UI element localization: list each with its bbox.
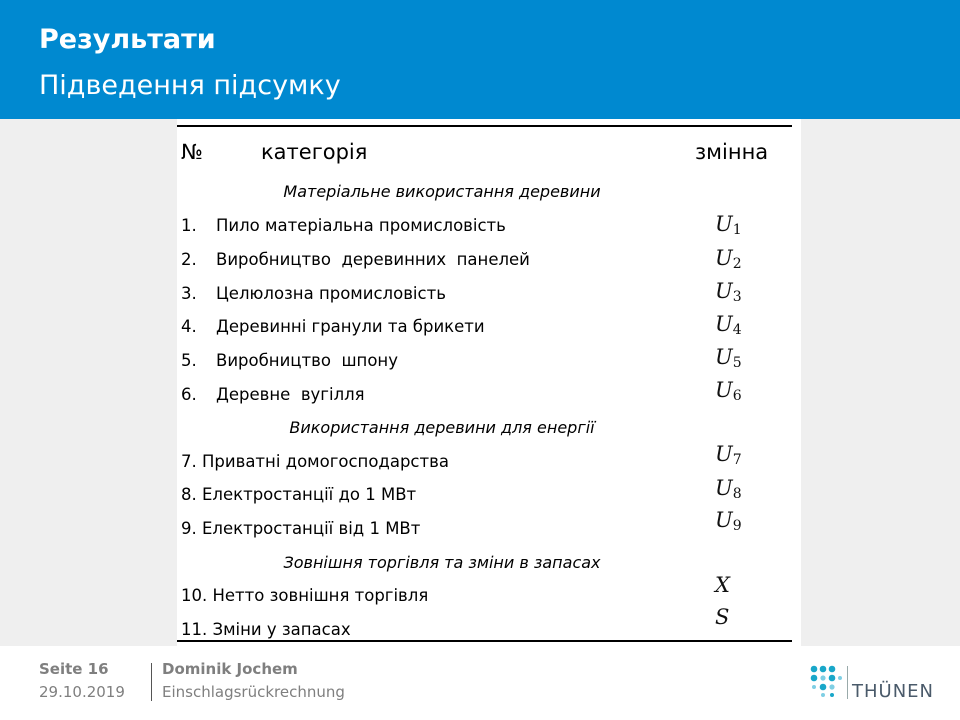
- table-row: [181, 250, 530, 269]
- table-row: [181, 351, 398, 370]
- row-number: 5.: [181, 351, 197, 370]
- column-header-variable: змінна: [695, 140, 769, 164]
- table-top-rule: [177, 125, 792, 127]
- row-number: 6.: [181, 385, 197, 404]
- page-number: Seite 16: [39, 660, 109, 678]
- table-row: 8. Електростанції до 1 МВт: [181, 485, 417, 504]
- table-row: 7. Приватні домогосподарства: [181, 452, 449, 471]
- slide-title: Результати: [39, 24, 216, 55]
- table-bottom-rule: [177, 640, 792, 642]
- presentation-topic: Einschlagsrückrechnung: [162, 683, 345, 701]
- row-label: Деревне вугілля: [216, 385, 365, 404]
- variable-symbol: $U_5$: [715, 345, 742, 371]
- row-label: Пило матеріальна промисловість: [216, 216, 506, 235]
- row-label: Виробництво деревинних панелей: [216, 250, 530, 269]
- table-row: [181, 317, 485, 336]
- thuenen-logo-icon: [810, 664, 844, 698]
- table-row: 9. Електростанції від 1 МВт: [181, 519, 421, 538]
- slide-subtitle: Підведення підсумку: [39, 70, 341, 101]
- row-number: 4.: [181, 317, 197, 336]
- row-number: 3.: [181, 284, 197, 303]
- slide-header: [0, 0, 960, 119]
- variable-symbol: $U_9$: [715, 508, 742, 534]
- presentation-date: 29.10.2019: [39, 683, 125, 701]
- variable-symbol: $U_2$: [715, 246, 742, 272]
- table-row: [181, 284, 446, 303]
- column-header-number: №: [181, 140, 203, 164]
- row-label: Деревинні гранули та брикети: [216, 317, 485, 336]
- section-trade-stocks: Зовнішня торгівля та зміни в запасах: [283, 553, 601, 572]
- table-row: 11. Зміни у запасах: [181, 620, 351, 639]
- logo-wordmark: THÜNEN: [852, 681, 935, 702]
- footer-page-info: [39, 660, 125, 701]
- footer-author-info: [162, 660, 345, 701]
- variable-symbol: X: [715, 573, 730, 597]
- row-label: Целюлозна промисловість: [216, 284, 446, 303]
- table-row: [181, 216, 506, 235]
- table-row: [181, 385, 365, 404]
- variable-symbol: $U_3$: [715, 279, 742, 305]
- author-name: Dominik Jochem: [162, 660, 298, 678]
- variable-symbol: S: [715, 605, 730, 629]
- variable-symbol: $U_1$: [715, 212, 742, 238]
- section-material-use: Матеріальне використання деревини: [283, 182, 601, 201]
- variable-symbol: $U_7$: [715, 442, 742, 468]
- variable-symbol: $U_8$: [715, 476, 742, 502]
- section-energy-use: Використання деревини для енергії: [289, 418, 595, 437]
- row-number: 1.: [181, 216, 197, 235]
- table-row: 10. Нетто зовнішня торгівля: [181, 586, 429, 605]
- footer-divider: [151, 663, 152, 701]
- logo-divider: [847, 666, 848, 699]
- column-header-category: категорія: [261, 140, 368, 164]
- row-number: 2.: [181, 250, 197, 269]
- variable-symbol: $U_4$: [715, 312, 742, 338]
- variable-symbol: $U_6$: [715, 378, 742, 404]
- row-label: Виробництво шпону: [216, 351, 398, 370]
